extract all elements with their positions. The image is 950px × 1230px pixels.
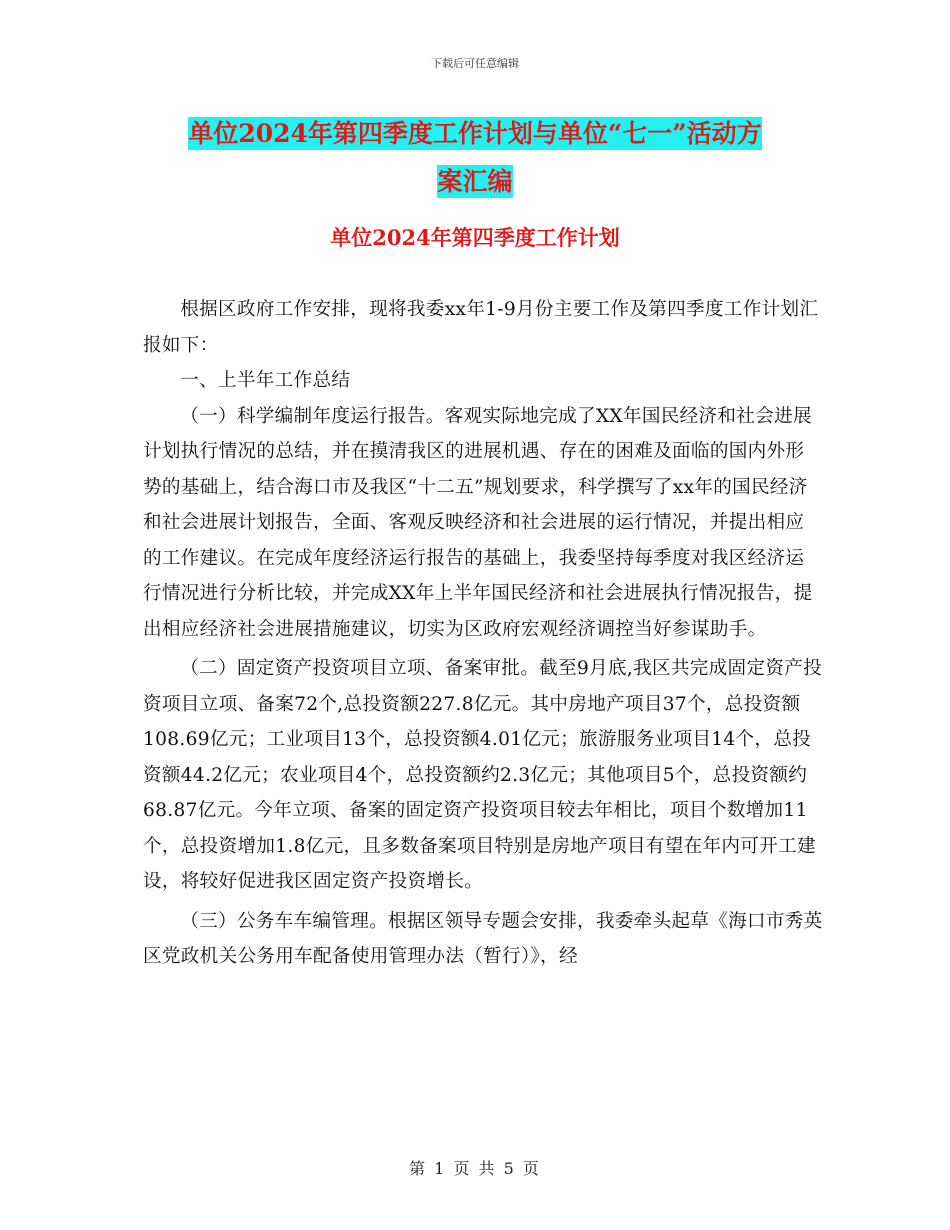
- paragraph-item-1: （一）科学编制年度运行报告。客观实际地完成了XX年国民经济和社会进展计划执行情况的总结，并在摸清我区的进展机遇、存在的困难及面临的国内外形势的基础上，结合海口市及我区“十二五”规划要求，科学撰写了xx年的国民经济和社会进展计划报告，全面、客观反映经济和社会进展的运行情况，并提出相应的工作建议。在完成年度经济运行报告的基础上，我委坚持每季度对我区经济运行情况进行分析比较，并完成XX年上半年国民经济和社会进展执行情况报告，提出相应经济社会进展措施建议，切实为区政府宏观经济调控当好参谋助手。: [143, 405, 813, 640]
- section-title: 单位2024年第四季度工作计划: [330, 225, 620, 250]
- title-line-1: 单位2024年第四季度工作计划与单位“七一”活动方: [188, 119, 762, 148]
- paragraph-heading: 一、上半年工作总结: [180, 370, 351, 391]
- paragraph-intro: 根据区政府工作安排，现将我委xx年1-9月份主要工作及第四季度工作计划汇报如下：: [143, 299, 819, 356]
- header-note: 下载后可任意编辑: [431, 57, 519, 70]
- paragraph-item-3: （三）公务车车编管理。根据区领导专题会安排，我委牵头起草《海口市秀英区党政机关公务用车配备使用管理办法（暂行）》，经: [143, 910, 823, 967]
- title-line-2: 案汇编: [437, 167, 513, 196]
- paragraph-item-2: （二）固定资产投资项目立项、备案审批。截至9月底,我区共完成固定资产投资项目立项、备案72个,总投资额227.8亿元。其中房地产项目37个，总投资额108.69亿元；工业项目13个，总投资额4.01亿元；旅游服务业项目14个，总投资额44.2亿元；农业项目4个，总投资额约2.3亿元；其他项目5个，总投资额约68.87亿元。今年立项、备案的固定资产投资项目较去年相比，项目个数增加11个，总投资增加1.8亿元，且多数备案项目特别是房地产项目有望在年内可开工建设，将较好促进我区固定资产投资增长。: [143, 658, 823, 892]
- document-body: [143, 292, 823, 975]
- document-title: [0, 110, 950, 206]
- page-footer: 第 1 页 共 5 页: [409, 1159, 541, 1178]
